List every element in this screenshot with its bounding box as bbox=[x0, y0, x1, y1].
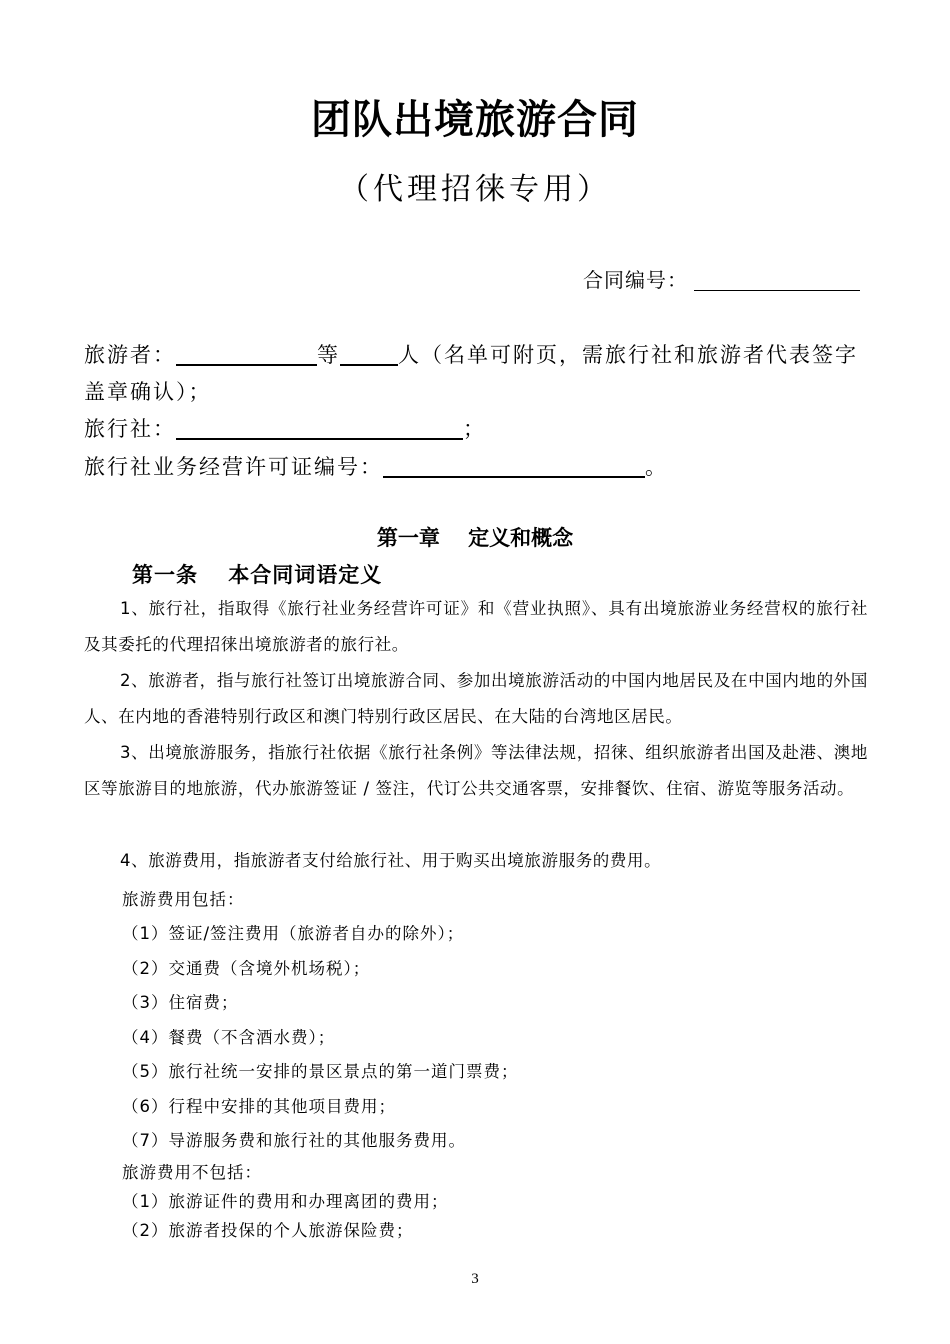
definition-paragraph-1: 1、旅行社，指取得《旅行社业务经营许可证》和《营业执照》、具有出境旅游业务经营权的旅行社及其委托的代理招徕出境旅游者的旅行社。 bbox=[84, 599, 868, 654]
document-title: 团队出境旅游合同 bbox=[311, 96, 639, 143]
tourist-row-continued: 盖章确认）； bbox=[84, 380, 212, 404]
includes-label: 旅游费用包括： bbox=[122, 890, 245, 909]
license-row bbox=[84, 451, 668, 481]
excludes-item: （1）旅游证件的费用和办理离团的费用； bbox=[122, 1192, 449, 1211]
article-title: 第一条 本合同词语定义 bbox=[132, 563, 383, 587]
includes-item: （3）住宿费； bbox=[122, 993, 239, 1012]
contract-number-label: 合同编号： bbox=[583, 268, 688, 292]
agency-end: ； bbox=[463, 417, 486, 441]
document-subtitle: （代理招徕专用） bbox=[339, 172, 611, 207]
chapter-title: 第一章 定义和概念 bbox=[376, 526, 574, 550]
includes-item: （7）导游服务费和旅行社的其他服务费用。 bbox=[122, 1131, 466, 1150]
tourist-row bbox=[84, 339, 858, 369]
includes-item: （2）交通费（含境外机场税）； bbox=[122, 959, 371, 978]
excludes-label: 旅游费用不包括： bbox=[122, 1163, 262, 1182]
license-end: 。 bbox=[645, 455, 668, 479]
definition-paragraph-3: 3、出境旅游服务，指旅行社依据《旅行社条例》等法律法规，招徕、组织旅游者出国及赴港、澳地区等旅游目的地旅游，代办旅游签证 / 签注，代订公共交通客票，安排餐饮、住宿、游览等服务活动。 bbox=[84, 743, 868, 798]
includes-item: （4）餐费（不含酒水费）； bbox=[122, 1028, 336, 1047]
tourist-count-blank[interactable] bbox=[340, 344, 398, 366]
page-number: 3 bbox=[471, 1271, 479, 1287]
agency-row bbox=[84, 413, 486, 443]
includes-item: （6）行程中安排的其他项目费用； bbox=[122, 1097, 396, 1116]
tourist-suffix-text: 人（名单可附页，需旅行社和旅游者代表签字 bbox=[398, 343, 858, 367]
excludes-item: （2）旅游者投保的个人旅游保险费； bbox=[122, 1221, 414, 1240]
includes-item: （5）旅行社统一安排的景区景点的第一道门票费； bbox=[122, 1062, 519, 1081]
definition-paragraph-4: 4、旅游费用，指旅游者支付给旅行社、用于购买出境旅游服务的费用。 bbox=[120, 851, 662, 870]
agency-name-blank[interactable] bbox=[176, 418, 463, 440]
license-label: 旅行社业务经营许可证编号： bbox=[84, 455, 383, 479]
includes-item: （1）签证/签注费用（旅游者自办的除外）； bbox=[122, 924, 465, 943]
tourist-name-blank[interactable] bbox=[176, 344, 317, 366]
tourist-mid-text: 等 bbox=[317, 343, 340, 367]
contract-number-row bbox=[583, 264, 860, 293]
agency-label: 旅行社： bbox=[84, 417, 176, 441]
definition-paragraph-2: 2、旅游者，指与旅行社签订出境旅游合同、参加出境旅游活动的中国内地居民及在中国内地的外国人、在内地的香港特别行政区和澳门特别行政区居民、在大陆的台湾地区居民。 bbox=[84, 671, 868, 726]
license-number-blank[interactable] bbox=[383, 456, 645, 478]
tourist-label: 旅游者： bbox=[84, 343, 176, 367]
contract-number-blank[interactable] bbox=[694, 270, 860, 291]
